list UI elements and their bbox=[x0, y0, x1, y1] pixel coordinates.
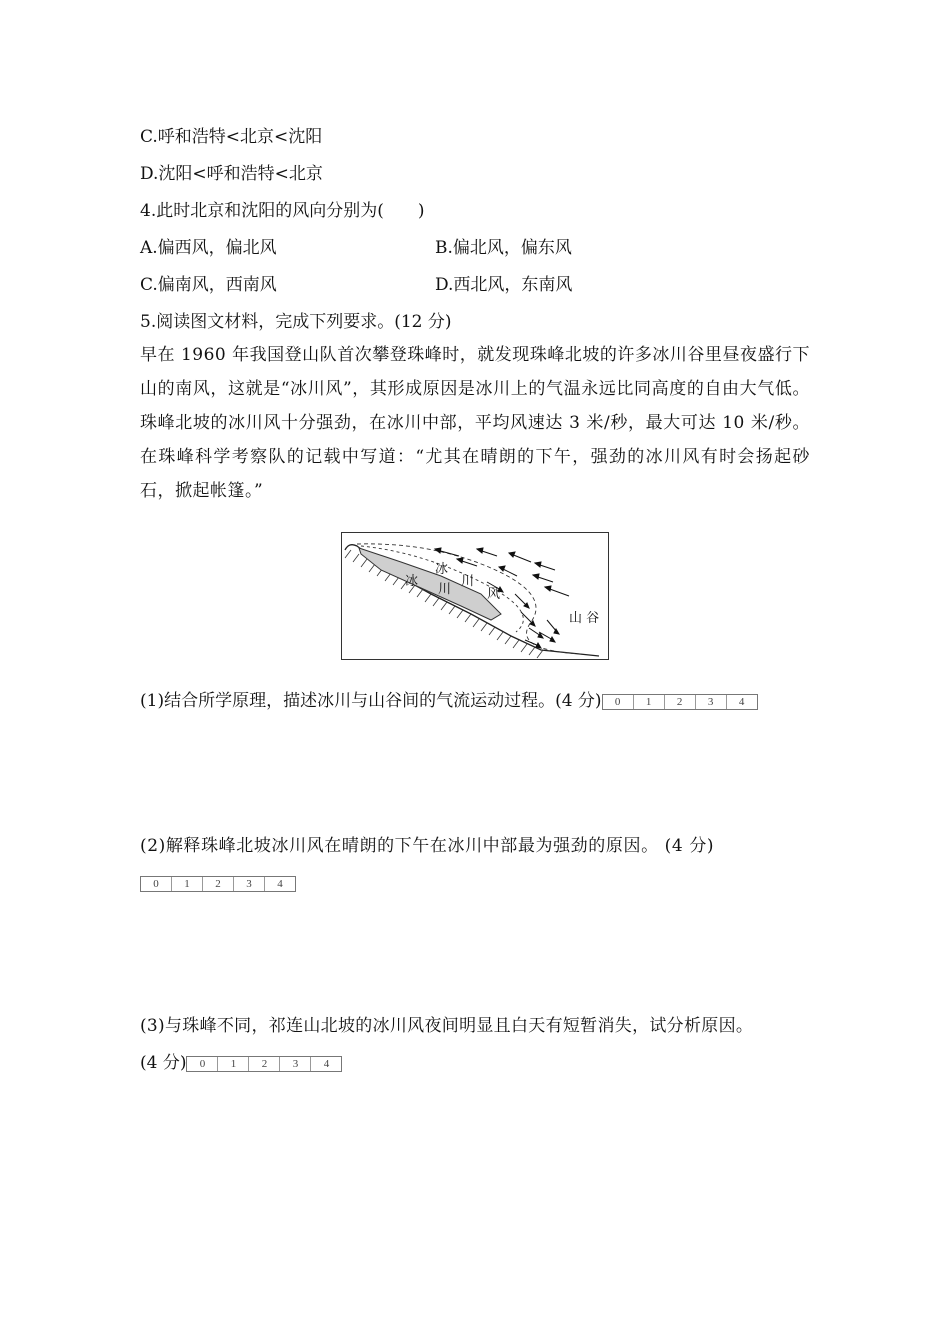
score-box-3[interactable] bbox=[186, 1056, 342, 1072]
score-box-2[interactable] bbox=[140, 876, 296, 892]
score-3[interactable]: 3 bbox=[696, 695, 727, 709]
score-0[interactable]: 0 bbox=[141, 877, 172, 891]
score-3[interactable]: 3 bbox=[234, 877, 265, 891]
label-valley: 山 谷 bbox=[569, 611, 600, 626]
score-4[interactable]: 4 bbox=[323, 1057, 330, 1070]
score-4[interactable]: 4 bbox=[277, 877, 283, 890]
score-2[interactable]: 2 bbox=[665, 695, 696, 709]
score-0[interactable]: 0 bbox=[603, 695, 634, 709]
glacier-wind-diagram bbox=[341, 532, 609, 660]
score-3[interactable]: 3 bbox=[280, 1057, 311, 1071]
sub-question-3-score-line bbox=[140, 1052, 342, 1074]
label-glacier-2: 川 bbox=[438, 582, 452, 597]
sub-question-3-text: (3)与珠峰不同，祁连山北坡的冰川风夜间明显且白天有短暂消失，试分析原因。 bbox=[140, 1016, 754, 1036]
label-wind-1: 冰 bbox=[435, 562, 449, 577]
q4-option-a: A.偏西风，偏北风 bbox=[140, 238, 277, 258]
sub-question-3-points: (4 分) bbox=[140, 1053, 187, 1073]
score-2[interactable]: 2 bbox=[203, 877, 234, 891]
label-glacier-1: 冰 bbox=[405, 574, 419, 589]
question-5-stem: 5.阅读图文材料，完成下列要求。(12 分) bbox=[140, 312, 452, 332]
option-c: C.呼和浩特<北京<沈阳 bbox=[140, 127, 323, 147]
score-4[interactable]: 4 bbox=[738, 695, 745, 708]
label-wind-2: 川 bbox=[461, 574, 475, 589]
sub-question-1 bbox=[140, 690, 758, 712]
q4-option-b: B.偏北风，偏东风 bbox=[435, 238, 572, 258]
option-d: D.沈阳<呼和浩特<北京 bbox=[140, 164, 323, 184]
score-box-1[interactable] bbox=[602, 694, 758, 710]
score-2[interactable]: 2 bbox=[249, 1057, 280, 1071]
sub-question-2-text: (2)解释珠峰北坡冰川风在晴朗的下午在冰川中部最为强劲的原因。 (4 分) bbox=[140, 836, 715, 856]
sub-question-1-text: (1)结合所学原理，描述冰川与山谷间的气流运动过程。(4 分) bbox=[140, 691, 602, 711]
label-wind-3: 风 bbox=[487, 587, 501, 602]
score-0[interactable]: 0 bbox=[187, 1057, 218, 1071]
score-1[interactable]: 1 bbox=[218, 1057, 249, 1071]
score-1[interactable]: 1 bbox=[172, 877, 203, 891]
material-paragraph: 早在 1960 年我国登山队首次攀登珠峰时，就发现珠峰北坡的许多冰川谷里昼夜盛行下山的南风，这就是“冰川风”，其形成原因是冰川上的气温永远比同高度的自由大气低。珠峰北坡的冰川风十分强劲，在冰川中部，平均风速达 3 米/秒，最大可达 10 米/秒。在珠峰科学考察队的记载中写道：“尤其在晴朗的下午，强劲的冰川风有时会扬起砂石，掀起帐篷。” bbox=[140, 345, 810, 501]
score-1[interactable]: 1 bbox=[634, 695, 665, 709]
sub-question-2-score bbox=[140, 872, 296, 894]
question-4-stem: 4.此时北京和沈阳的风向分别为( ) bbox=[140, 201, 425, 221]
q4-option-c: C.偏南风，西南风 bbox=[140, 275, 277, 295]
q4-option-d: D.西北风，东南风 bbox=[435, 275, 573, 295]
